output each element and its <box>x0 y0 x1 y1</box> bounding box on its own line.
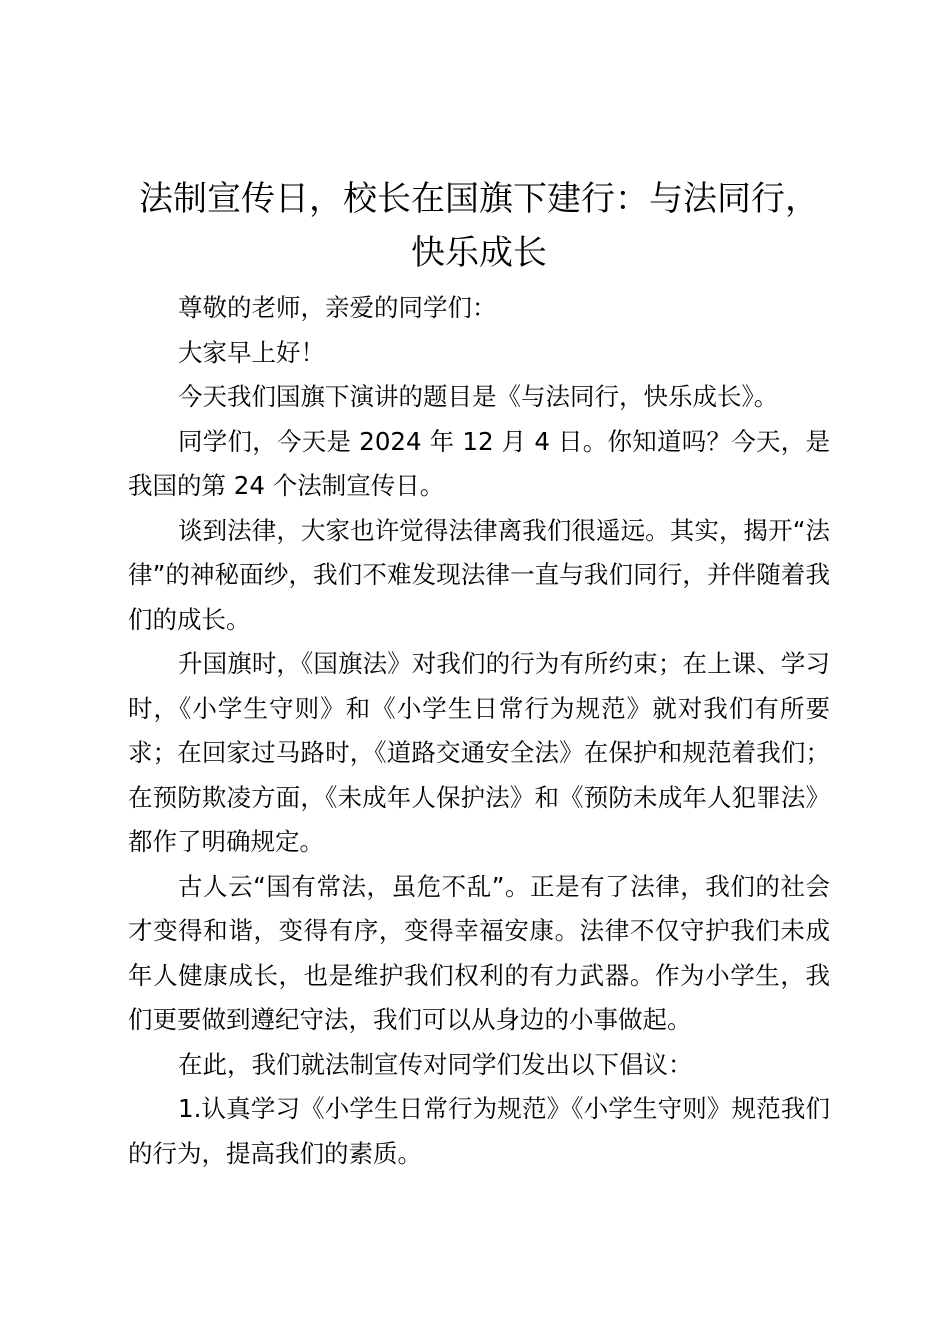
paragraph-salutation: 尊敬的老师，亲爱的同学们： <box>178 293 497 322</box>
paragraph-initiative-intro: 在此，我们就法制宣传对同学们发出以下倡议： <box>178 1049 693 1079</box>
paragraph-date: 同学们，今天是 2024 年 12 月 4 日。你知道吗？今天，是我国的第 24 个法制宣传日。 <box>128 426 830 500</box>
paragraph-ancient-saying: 古人云“国有常法，虽危不乱”。正是有了法律，我们的社会才变得和谐，变得有序，变得幸福安康。法律不仅守护我们未成年人健康成长，也是维护我们权利的有力武器。作为小学生，我们更要做到遵纪守法，我们可以从身边的小事做起。 <box>128 871 830 1034</box>
document-page <box>128 172 830 1176</box>
paragraph-law-intro: 谈到法律，大家也许觉得法律离我们很遥远。其实，揭开“法律”的神秘面纱，我们不难发现法律一直与我们同行，并伴随着我们的成长。 <box>128 515 830 634</box>
paragraph-topic: 今天我们国旗下演讲的题目是《与法同行，快乐成长》。 <box>178 382 779 411</box>
paragraph-initiative-1: 1.认真学习《小学生日常行为规范》《小学生守则》规范我们的行为，提高我们的素质。 <box>128 1094 830 1168</box>
document-title: 法制宣传日，校长在国旗下建行：与法同行，快乐成长 <box>139 179 819 273</box>
paragraph-greeting: 大家早上好！ <box>178 337 325 367</box>
paragraph-law-examples: 升国旗时，《国旗法》对我们的行为有所约束；在上课、学习时，《小学生守则》和《小学生日常行为规范》就对我们有所要求；在回家过马路时，《道路交通安全法》在保护和规范着我们；在预防欺凌方面，《未成年人保护法》和《预防未成年人犯罪法》都作了明确规定。 <box>128 649 830 856</box>
